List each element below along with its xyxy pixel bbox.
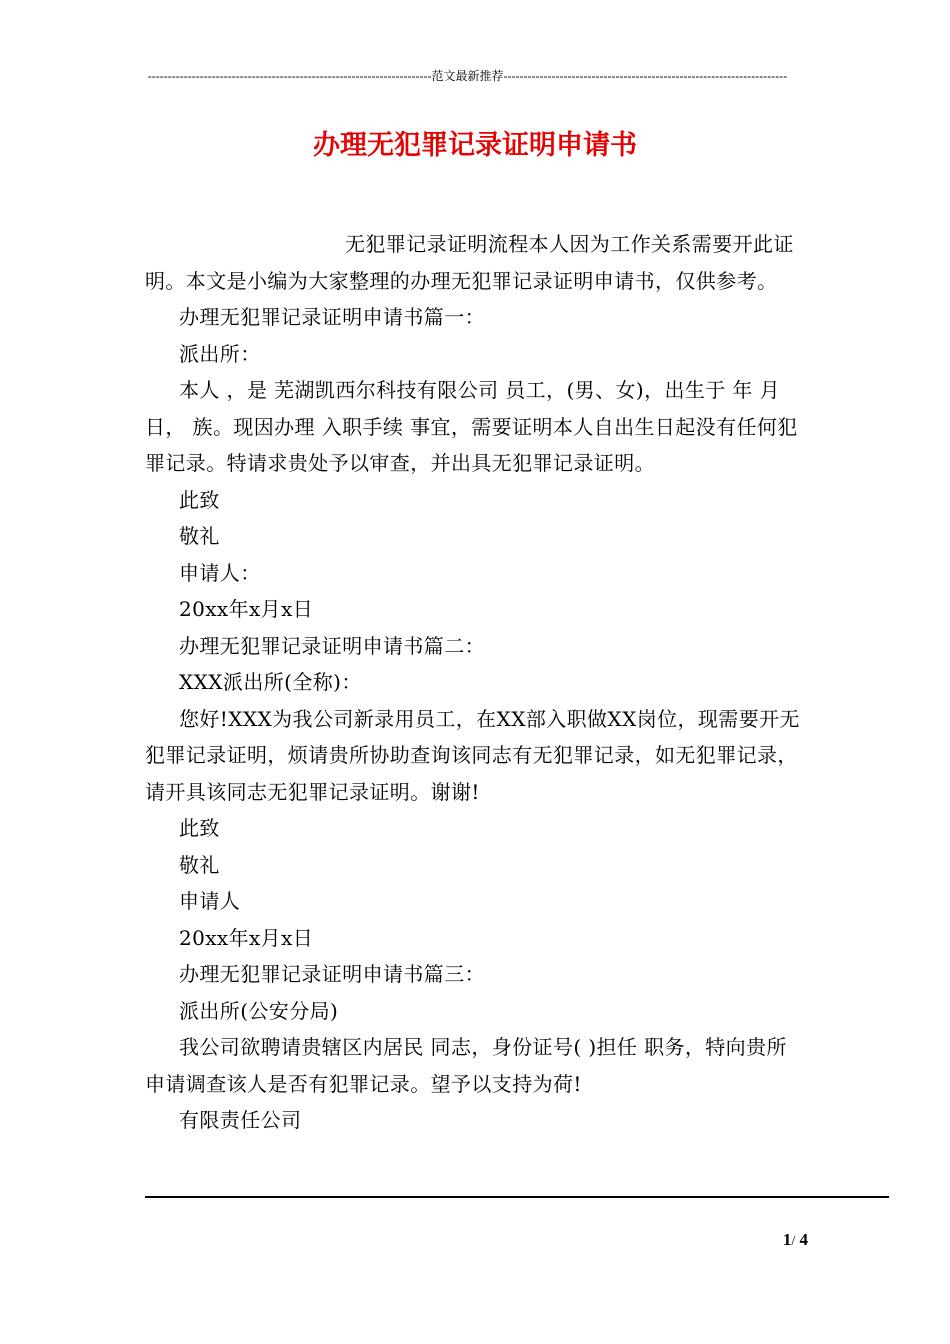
- section-heading-2: 办理无犯罪记录证明申请书篇二：: [179, 633, 485, 658]
- page-header: [145, 66, 790, 86]
- closing-line: 此致: [179, 816, 220, 840]
- date-line: 20xx年x月x日: [179, 597, 314, 621]
- body-paragraph: 我公司欲聘请贵辖区内居民 同志，身份证号( )担任 职务，特向贵所申请调查该人是否有犯罪记录。望予以支持为荷!: [145, 1035, 787, 1096]
- header-label: 范文最新推荐: [431, 69, 504, 83]
- page-number: [740, 1228, 808, 1254]
- closing-line: 敬礼: [179, 524, 220, 548]
- page-current: 1: [782, 1230, 792, 1249]
- closing-line: 敬礼: [179, 852, 220, 877]
- footer-divider: [145, 1196, 889, 1198]
- page-separator: /: [791, 1234, 796, 1249]
- applicant-line: 申请人: [179, 889, 241, 913]
- document-body: [145, 226, 805, 1139]
- body-paragraph: 您好!XXX为我公司新录用员工，在XX部入职做XX岗位，现需要开无犯罪记录证明，烦请贵所协助查询该同志有无犯罪记录，如无犯罪记录，请开具该同志无犯罪记录证明。谢谢!: [145, 706, 800, 804]
- header-dashes-left: -----------------------------------------------------------------------: [147, 69, 432, 83]
- salutation: 派出所(公安分局): [179, 998, 339, 1023]
- applicant-line: 申请人：: [179, 560, 261, 585]
- section-heading-1: 办理无犯罪记录证明申请书篇一：: [179, 305, 485, 329]
- intro-paragraph: 无犯罪记录证明流程本人因为工作关系需要开此证明。本文是小编为大家整理的办理无犯罪记录证明申请书，仅供参考。: [145, 232, 794, 293]
- closing-line: 此致: [179, 487, 220, 512]
- company-line: 有限责任公司: [179, 1108, 302, 1132]
- document-title: 办理无犯罪记录证明申请书: [313, 130, 637, 161]
- header-dashes-right: -----------------------------------------------------------------------: [503, 69, 788, 83]
- salutation: XXX派出所(全称)：: [179, 670, 362, 694]
- date-line: 20xx年x月x日: [179, 925, 314, 950]
- body-paragraph: 本人 ，是 芜湖凯西尔科技有限公司 员工，(男、女)，出生于 年 月 日， 族。现因办理 入职手续 事宜，需要证明本人自出生日起没有任何犯罪记录。特请求贵处予以审查，并出具无犯罪记录证明。: [145, 378, 798, 475]
- page-total: 4: [799, 1230, 808, 1249]
- salutation: 派出所：: [179, 341, 261, 366]
- section-heading-3: 办理无犯罪记录证明申请书篇三：: [179, 962, 485, 986]
